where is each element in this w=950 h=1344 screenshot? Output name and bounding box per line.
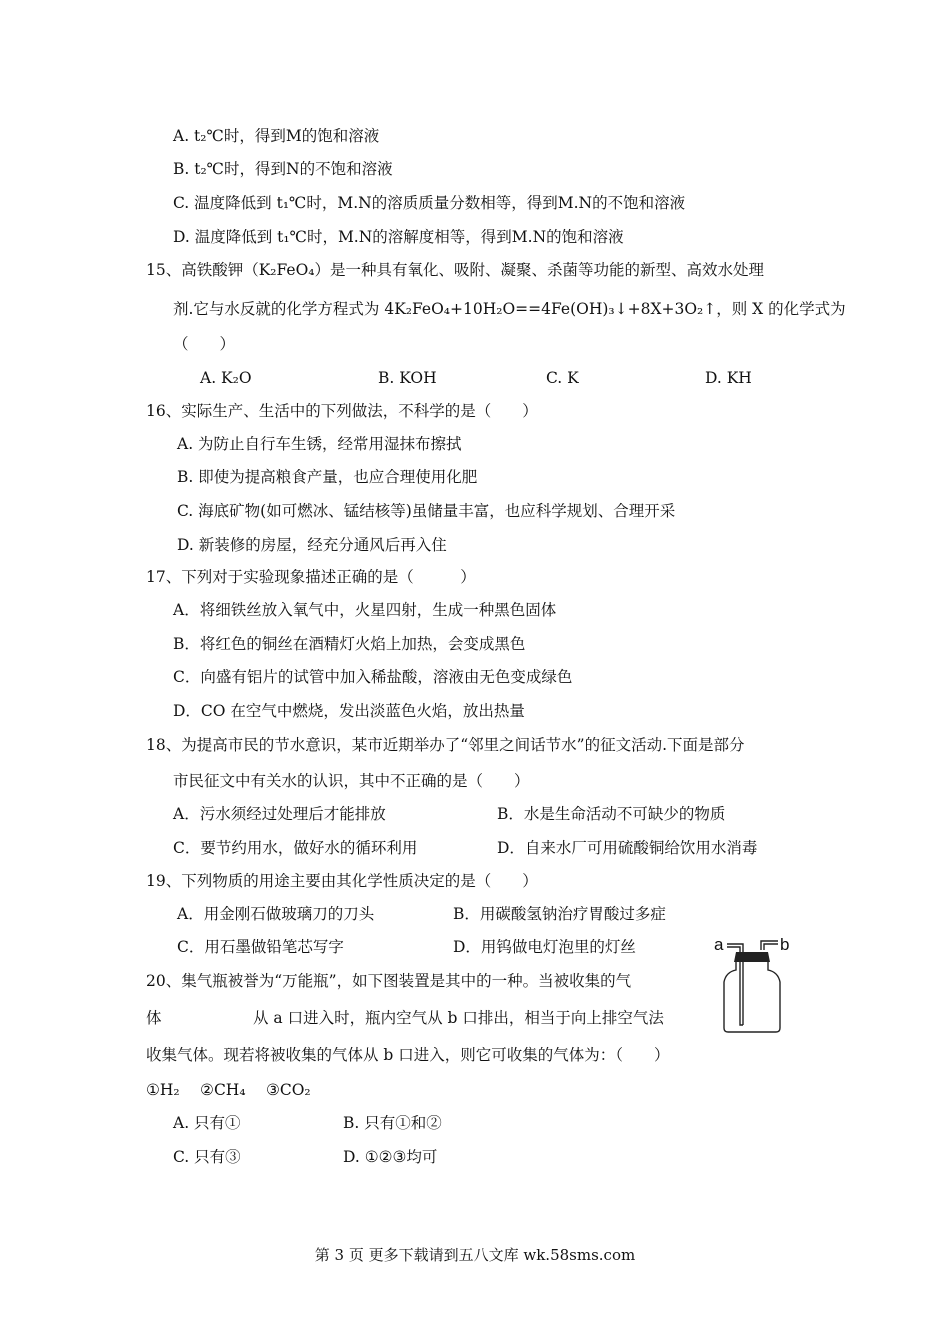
q16-option-b: B. 即使为提高粮食产量，也应合理使用化肥 [177,468,478,486]
q20-option-b: B. 只有①和② [343,1114,442,1132]
q15-option-d: D. KH [705,369,752,387]
q15-answer-blank: （ ） [173,335,236,353]
q14-option-b: B. t₂℃时，得到N的不饱和溶液 [173,160,393,178]
q19-option-b: B．用碳酸氢钠治疗胃酸过多症 [453,905,666,923]
q17-option-b: B．将红色的铜丝在酒精灯火焰上加热，会变成黑色 [173,635,526,653]
q18-stem-line1: 18、为提高市民的节水意识，某市近期举办了“邻里之间话节水”的征文活动.下面是部分 [146,736,745,754]
q20-stem-line2-rest: 从 a 口进入时，瓶内空气从 b 口排出，相当于向上排空气法 [253,1009,664,1027]
q17-option-a: A．将细铁丝放入氧气中，火星四射，生成一种黑色固体 [173,601,557,619]
q18-stem-line2: 市民征文中有关水的认识，其中不正确的是（ ） [173,772,530,790]
q19-stem: 19、下列物质的用途主要由其化学性质决定的是（ ） [146,872,538,890]
q19-option-a: A．用金刚石做玻璃刀的刀头 [177,905,375,923]
q17-stem: 17、下列对于实验现象描述正确的是（ ） [146,568,476,586]
q16-stem: 16、实际生产、生活中的下列做法，不科学的是（ ） [146,402,538,420]
q19-option-d: D．用钨做电灯泡里的灯丝 [453,938,636,956]
q14-option-a: A. t₂℃时，得到M的饱和溶液 [173,127,380,145]
q18-option-a: A．污水须经过处理后才能排放 [173,805,386,823]
q20-stem-line3: 收集气体。现若将被收集的气体从 b 口进入，则它可收集的气体为：（ ） [146,1046,670,1064]
q16-option-d: D. 新装修的房屋，经充分通风后再入住 [177,536,447,554]
q20-gas-list: ①H₂ ②CH₄ ③CO₂ [146,1081,311,1099]
q15-stem-line1: 15、高铁酸钾（K₂FeO₄）是一种具有氧化、吸附、凝聚、杀菌等功能的新型、高效水处理 [146,261,765,279]
port-a-label: a [714,935,724,954]
page-footer: 第 3 页 更多下载请到五八文库 wk.58sms.com [314,1246,636,1264]
q18-option-d: D．自来水厂可用硫酸铜给饮用水消毒 [497,839,758,857]
q15-option-a: A. K₂O [200,369,252,387]
q20-option-c: C. 只有③ [173,1148,241,1166]
q20-stem-line1: 20、集气瓶被誉为“万能瓶”，如下图装置是其中的一种。当被收集的气 [146,972,632,990]
q14-option-d: D. 温度降低到 t₁℃时，M.N的溶解度相等，得到M.N的饱和溶液 [173,228,624,246]
q16-option-a: A. 为防止自行车生锈，经常用湿抹布擦拭 [177,435,462,453]
port-b-label: b [780,935,790,954]
q18-option-c: C．要节约用水，做好水的循环利用 [173,839,418,857]
q14-option-c: C. 温度降低到 t₁℃时，M.N的溶质质量分数相等，得到M.N的不饱和溶液 [173,194,686,212]
q20-option-a: A. 只有① [173,1114,241,1132]
q15-option-b: B. KOH [378,369,437,387]
q20-stem-line2-start: 体 [146,1009,162,1027]
q16-option-c: C. 海底矿物(如可燃冰、锰结核等)虽储量丰富，也应科学规划、合理开采 [177,502,676,520]
q18-option-b: B．水是生命活动不可缺少的物质 [497,805,726,823]
q15-stem-line2: 剂.它与水反就的化学方程式为 4K₂FeO₄+10H₂O==4Fe(OH)₃↓+8X+3O₂↑，则 X 的化学式为 [173,300,846,318]
q17-option-d: D．CO 在空气中燃烧，发出淡蓝色火焰，放出热量 [173,702,525,720]
q19-option-c: C．用石墨做铅笔芯写字 [177,938,344,956]
q17-option-c: C．向盛有铝片的试管中加入稀盐酸，溶液由无色变成绿色 [173,668,573,686]
gas-collection-bottle-diagram [712,930,802,1034]
q20-option-d: D. ①②③均可 [343,1148,438,1166]
q15-option-c: C. K [546,369,579,387]
